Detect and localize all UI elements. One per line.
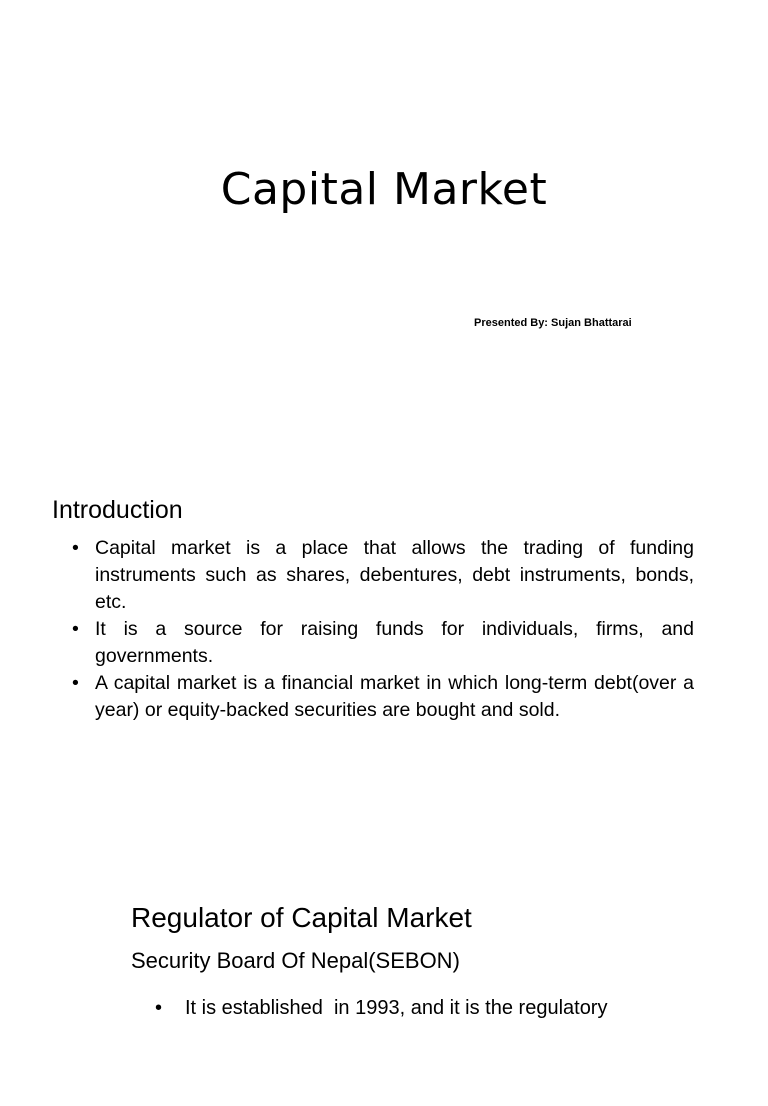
regulator-subheading: Security Board Of Nepal(SEBON) — [131, 948, 460, 973]
bullet-text: It is established in 1993, and it is the regulatory — [185, 997, 608, 1019]
list-item — [155, 994, 608, 1106]
bullet-icon: • — [72, 537, 79, 559]
bullet-text: Capital market is a place that allows the trading of funding instruments such as shares, debentures, debt instruments, bonds, etc. — [95, 537, 694, 613]
regulator-heading: Regulator of Capital Market — [131, 902, 472, 933]
slide-title: Capital Market — [220, 164, 548, 215]
list-item — [72, 670, 694, 724]
list-item — [72, 535, 694, 616]
introduction-heading: Introduction — [52, 496, 183, 524]
bullet-icon: • — [155, 997, 163, 1019]
bullet-text: A capital market is a financial market in which long-term debt(over a year) or equity-backed securities are bought and sold. — [95, 672, 694, 721]
title-slide — [0, 0, 768, 450]
list-item — [72, 616, 694, 670]
bullet-icon: • — [72, 618, 79, 640]
introduction-slide — [0, 450, 768, 860]
presenter-credit: Presented By: Sujan Bhattarai — [474, 317, 632, 329]
introduction-bullet-list — [72, 535, 694, 724]
bullet-icon: • — [72, 672, 79, 694]
regulator-slide — [0, 860, 768, 1024]
bullet-text: It is a source for raising funds for individuals, firms, and governments. — [95, 618, 694, 667]
